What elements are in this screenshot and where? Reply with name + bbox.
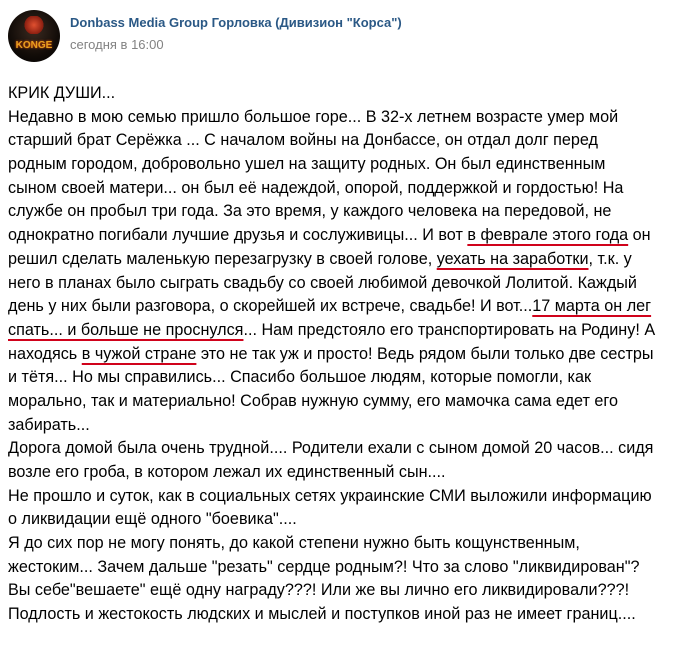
highlighted-phrase: в чужой стране — [81, 344, 197, 363]
post-text-line — [8, 295, 674, 319]
post-text-line — [8, 272, 674, 296]
post-text-segment: КРИК ДУШИ... — [8, 84, 116, 102]
post-text-line — [8, 224, 674, 248]
post-text-line — [8, 177, 674, 201]
post-text — [8, 82, 674, 627]
post-text-segment: Вы себе"вешаете" ещё одну награду???! Или же вы лично его ликвидировали???! — [8, 581, 630, 600]
post-text-line — [8, 508, 674, 532]
avatar-logo-text: KONGE — [15, 40, 53, 51]
highlighted-phrase: спать... и больше не проснулся — [8, 320, 244, 339]
post-text-line — [8, 153, 674, 177]
post-text-segment: Недавно в мою семью пришло большое горе... В 32-х летнем возрасте умер мой — [8, 107, 619, 126]
avatar-emblem-icon — [24, 16, 44, 34]
post-text-segment: возле его гроба, в котором лежал их единственный сын.... — [8, 463, 446, 481]
highlighted-phrase: в феврале этого года — [467, 226, 629, 245]
post-date[interactable]: сегодня в 16:00 — [70, 37, 164, 52]
post-text-segment: однократно погибали лучшие друзья и сослуживицы... И вот — [8, 226, 468, 245]
post-text-line — [8, 248, 674, 272]
post-text-line — [8, 556, 674, 580]
post-text-line — [8, 82, 674, 106]
post-text-segment: , т.к. у — [588, 249, 632, 268]
post-text-line — [8, 485, 674, 509]
post-text-segment: это не так уж и просто! Ведь рядом были только две сестры — [196, 344, 654, 363]
post-text-line — [8, 106, 674, 130]
author-link[interactable]: Donbass Media Group Горловка (Дивизион "Корса") — [70, 15, 402, 30]
post-text-segment: морально, так и материально! Собрав нужную сумму, его мамочка сама едет его — [8, 391, 618, 410]
post-text-segment: решил сделать маленькую перезагрузку в своей голове, — [8, 249, 437, 268]
post-text-segment: и тётя... Но мы справились... Спасибо большое людям, которые помогли, как — [8, 368, 592, 387]
post-text-line — [8, 390, 674, 414]
post-header — [8, 10, 672, 70]
post-text-line — [8, 343, 674, 367]
post-text-segment: Я до сих пор не могу понять, до какой степени нужно быть кощунственным, — [8, 534, 580, 553]
post-text-line — [8, 603, 674, 627]
post-text-line — [8, 200, 674, 224]
post-text-segment: день у них были разговора, о скорейшей их встрече, свадьбе! И вот... — [8, 297, 533, 316]
post-text-line — [8, 366, 674, 390]
post-text-line — [8, 532, 674, 556]
post-text-segment: службе он пробыл три года. За это время, у каждого человека на передовой, не — [8, 202, 612, 221]
post-text-line — [8, 579, 674, 603]
post-text-line — [8, 129, 674, 153]
post-text-segment: Подлость и жестокость людских и мыслей и поступков иной раз не имеет границ.... — [8, 605, 636, 624]
post-text-segment: Не прошло и суток, как в социальных сетях украинские СМИ выложили информацию — [8, 486, 652, 505]
post-text-line — [8, 437, 674, 461]
post-text-segment: ... Нам предстояло его транспортировать на Родину! А — [243, 320, 656, 339]
post-text-segment: находясь — [8, 344, 82, 363]
post-text-segment: о ликвидации ещё одного "боевика".... — [8, 510, 297, 529]
post-text-segment: него в планах было сыграть свадьбу со своей любимой девочкой Лолитой. Каждый — [8, 273, 637, 292]
highlighted-phrase: уехать на заработки — [436, 249, 589, 268]
post-text-segment: жестоким... Зачем дальше "резать" сердце родным?! Что за слово "ликвидирован"? — [8, 557, 640, 576]
post-text-segment: Дорога домой была очень трудной.... Родители ехали с сыном домой 20 часов... сидя — [8, 439, 654, 458]
post-text-line — [8, 414, 674, 438]
avatar[interactable] — [8, 10, 60, 62]
post-text-segment: родным городом, добровольно ушел на защиту родных. Он был единственным — [8, 155, 606, 174]
post-text-segment: сыном своей матери... он был её надеждой, опорой, поддержкой и гордостью! На — [8, 178, 624, 197]
post-text-segment: старший брат Серёжка ... С началом войны на Донбассе, он отдал долг перед — [8, 131, 598, 150]
post-text-line — [8, 461, 674, 485]
post-text-segment: забирать... — [8, 415, 90, 434]
post-text-segment: он — [628, 226, 651, 245]
highlighted-phrase: 17 марта он лег — [532, 297, 652, 316]
post-text-line — [8, 319, 674, 343]
